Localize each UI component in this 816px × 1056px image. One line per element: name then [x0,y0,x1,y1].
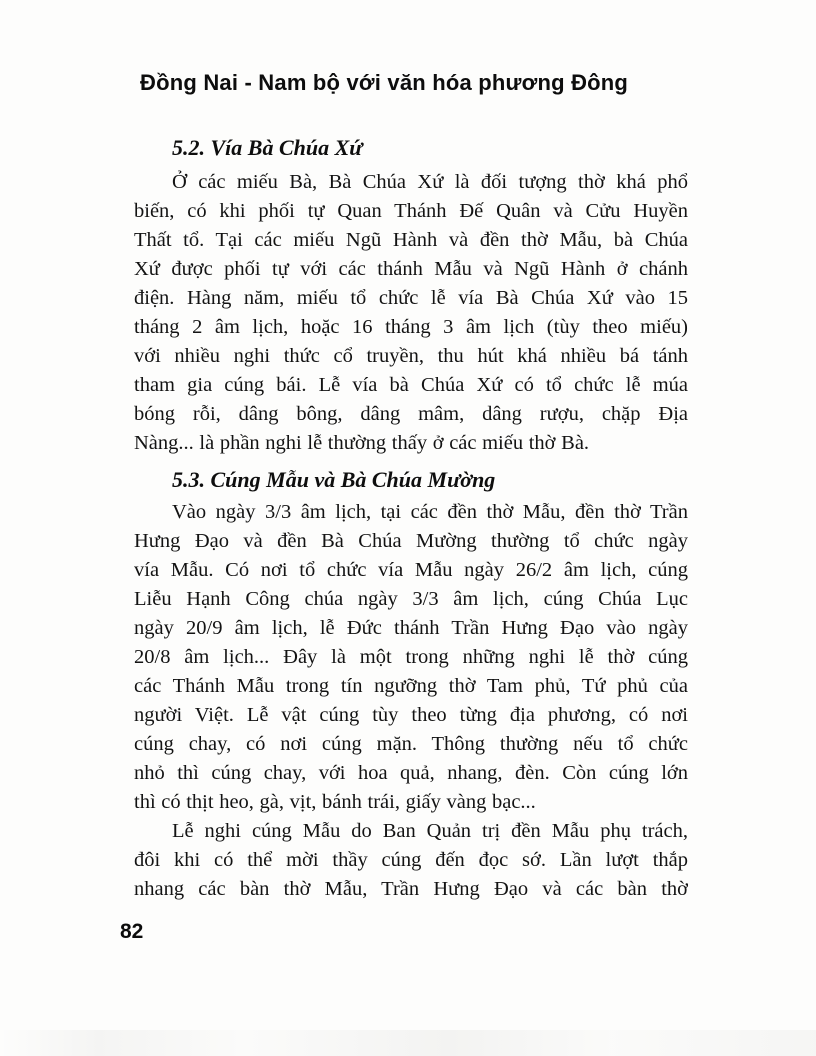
paragraph [134,817,688,904]
paragraph-line: cúng chay, có nơi cúng mặn. Thông thường nếu tổ chức [134,733,688,755]
paragraph-line: nhỏ thì cúng chay, với hoa quả, nhang, đèn. Còn cúng lớn [134,762,688,784]
paragraph-line: thì có thịt heo, gà, vịt, bánh trái, giấy vàng bạc... [134,791,536,813]
paragraph-line: 20/8 âm lịch... Đây là một trong những nghi lễ thờ cúng [134,646,688,668]
paragraph-line: Thất tổ. Tại các miếu Ngũ Hành và đền thờ Mẫu, bà Chúa [134,229,688,251]
paragraph-line: ngày 20/9 âm lịch, lễ Đức thánh Trần Hưng Đạo vào ngày [134,617,688,639]
paragraph-line: với nhiều nghi thức cổ truyền, thu hút khá nhiều bá tánh [134,345,688,367]
paragraph-line: Lễ nghi cúng Mẫu do Ban Quản trị đền Mẫu phụ trách, [172,820,688,842]
scan-noise-band [0,1030,816,1056]
paragraph [134,498,688,817]
paragraph-line: Xứ được phối tự với các thánh Mẫu và Ngũ Hành ở chánh [134,258,688,280]
paragraph-line: tham gia cúng bái. Lễ vía bà Chúa Xứ có tổ chức lễ múa [134,374,688,396]
paragraph-line: Vào ngày 3/3 âm lịch, tại các đền thờ Mẫu, đền thờ Trần [172,501,688,523]
paragraph-line: Hưng Đạo và đền Bà Chúa Mường thường tổ chức ngày [134,530,688,552]
section-heading: 5.2. Vía Bà Chúa Xứ [172,135,363,160]
page-number: 82 [120,920,144,943]
paragraph-line: tháng 2 âm lịch, hoặc 16 tháng 3 âm lịch (tùy theo miếu) [134,316,688,338]
paragraph-line: vía Mẫu. Có nơi tổ chức vía Mẫu ngày 26/2 âm lịch, cúng [134,559,688,581]
paragraph-line: Liễu Hạnh Công chúa ngày 3/3 âm lịch, cúng Chúa Lục [134,588,688,610]
paragraph-line: người Việt. Lễ vật cúng tùy theo từng địa phương, có nơi [134,704,688,726]
paragraph-line: các Thánh Mẫu trong tín ngưỡng thờ Tam phủ, Tứ phủ của [134,675,688,697]
paragraph-line: điện. Hàng năm, miếu tổ chức lễ vía Bà Chúa Xứ vào 15 [134,287,688,309]
text-block [134,132,688,904]
paragraph-line: bóng rỗi, dâng bông, dâng mâm, dâng rượu, chặp Địa [134,403,688,425]
section-heading: 5.3. Cúng Mẫu và Bà Chúa Mường [172,467,496,492]
paragraph-line: nhang các bàn thờ Mẫu, Trần Hưng Đạo và các bàn thờ [134,878,688,900]
paragraph-line: đôi khi có thể mời thầy cúng đến đọc sớ. Lần lượt thắp [134,849,688,871]
running-header: Đồng Nai - Nam bộ với văn hóa phương Đông [140,70,629,95]
paragraph-line: Nàng... là phần nghi lễ thường thấy ở các miếu thờ Bà. [134,432,590,454]
paragraph-line: Ở các miếu Bà, Bà Chúa Xứ là đối tượng thờ khá phổ [172,171,688,193]
paragraph-line: biến, có khi phối tự Quan Thánh Đế Quân và Cửu Huyền [134,200,688,222]
paragraph [134,168,688,458]
